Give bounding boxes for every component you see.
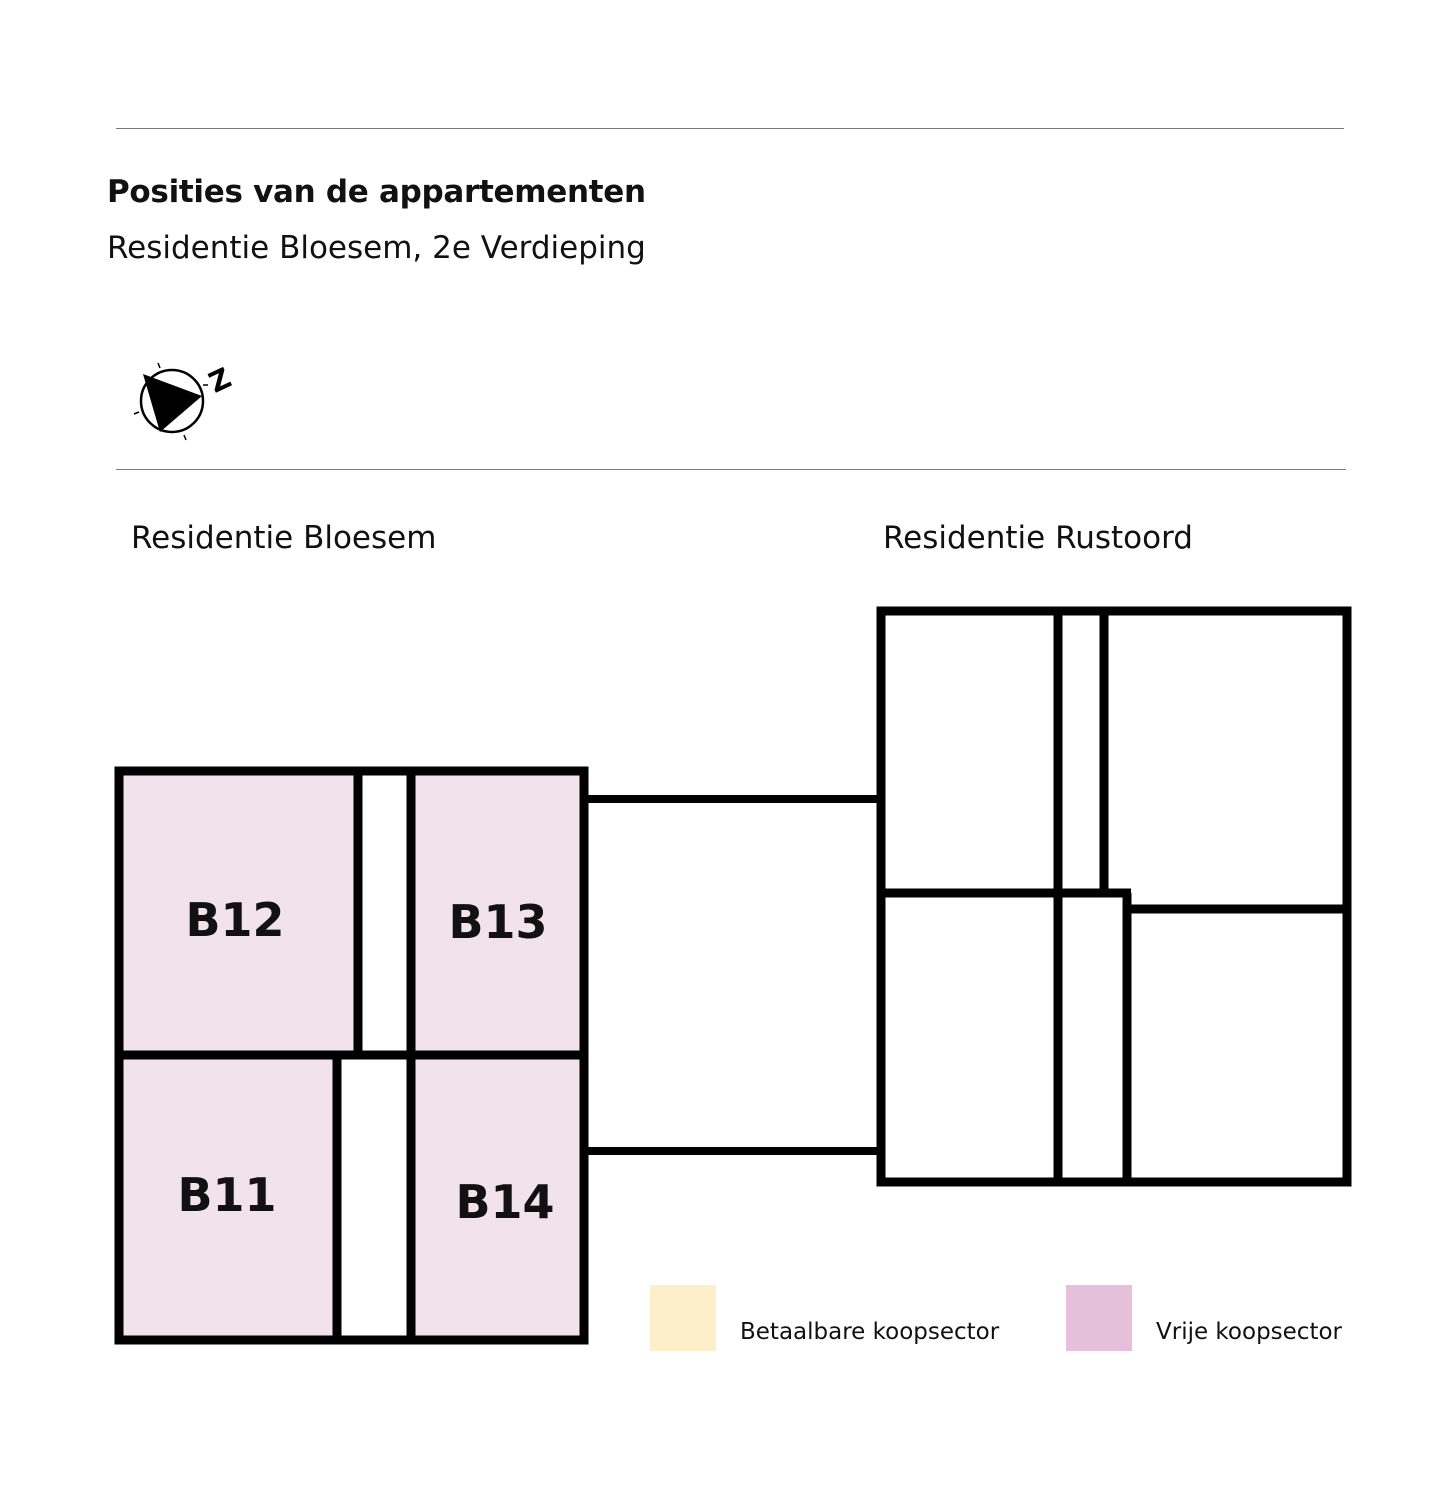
page-subtitle: Residentie Bloesem, 2e Verdieping <box>107 230 646 266</box>
building-label-bloesem: Residentie Bloesem <box>131 520 437 556</box>
legend-swatch-free <box>1066 1285 1132 1351</box>
compass-north-label: Z <box>203 361 237 400</box>
unit-b14-label: B14 <box>455 1175 555 1229</box>
unit-b11-label: B11 <box>177 1168 277 1222</box>
building-label-rustoord: Residentie Rustoord <box>883 520 1193 556</box>
legend-label-free: Vrije koopsector <box>1156 1319 1342 1345</box>
legend-swatch-affordable <box>650 1285 716 1351</box>
page-title: Posities van de appartementen <box>107 174 646 210</box>
unit-b12-label: B12 <box>185 893 285 947</box>
corridor-walls <box>588 799 881 1151</box>
legend-label-affordable: Betaalbare koopsector <box>740 1319 1000 1345</box>
rustoord-walls <box>881 611 1347 1182</box>
unit-b13-label: B13 <box>448 895 548 949</box>
